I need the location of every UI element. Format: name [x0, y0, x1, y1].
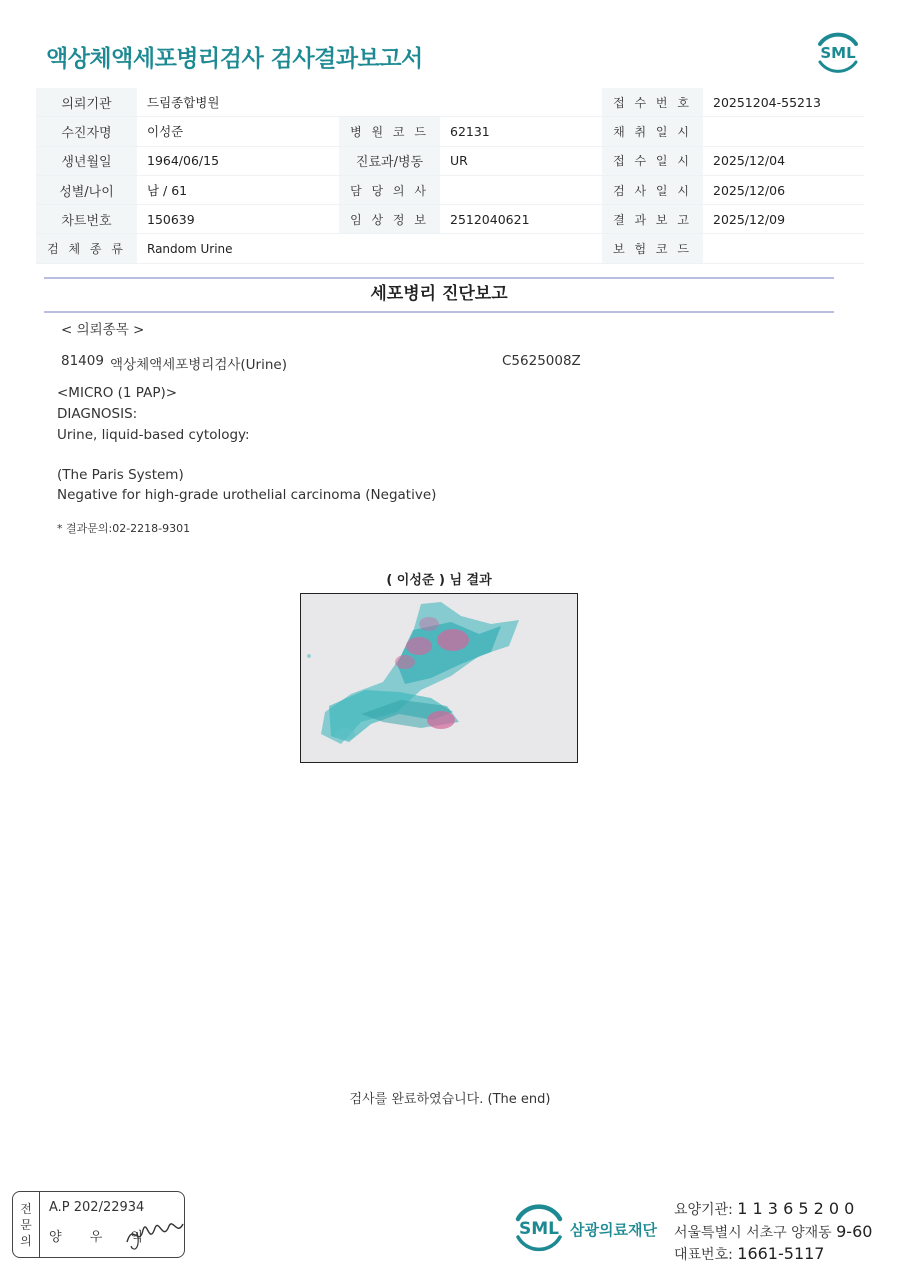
phone-number: 1661-5117 — [737, 1244, 825, 1263]
sml-logo — [812, 28, 864, 76]
info-value: 드림종합병원 — [137, 88, 602, 117]
stamp-side-char: 문 — [20, 1217, 32, 1232]
info-value: 2025/12/06 — [703, 175, 864, 204]
test-code: 81409 — [61, 353, 104, 369]
info-label: 생년월일 — [36, 146, 137, 175]
stamp-name: 양 우 익 — [49, 1230, 155, 1245]
info-value: UR — [440, 146, 602, 175]
info-label: 차트번호 — [36, 205, 137, 234]
info-label: 병 원 코 드 — [339, 117, 440, 146]
sml-footer-logo — [510, 1199, 568, 1255]
info-row — [36, 175, 864, 204]
insurance-code: C5625008Z — [502, 353, 581, 369]
info-label: 의뢰기관 — [36, 88, 137, 117]
micro-line: <MICRO (1 PAP)> — [57, 385, 178, 401]
request-heading: < 의뢰종목 > — [61, 322, 145, 338]
info-label: 결 과 보 고 — [602, 205, 703, 234]
info-label: 수진자명 — [36, 117, 137, 146]
signature-mark — [123, 1212, 187, 1252]
care-label: 요양기관: — [674, 1202, 738, 1218]
address-number: 9-60 — [836, 1222, 873, 1241]
info-row — [36, 146, 864, 175]
stamp-license: A.P 202/22934 — [49, 1200, 145, 1215]
inquiry-line: * 결과문의:02-2218-9301 — [57, 522, 191, 535]
care-institution-line — [674, 1199, 854, 1219]
info-label: 담 당 의 사 — [339, 175, 440, 204]
organization-name: 삼광의료재단 — [570, 1221, 657, 1239]
info-value: 150639 — [137, 205, 339, 234]
stamp-side-char: 의 — [20, 1233, 32, 1248]
info-value — [703, 117, 864, 146]
info-row — [36, 205, 864, 234]
image-caption: ( 이성준 ) 님 결과 — [386, 573, 492, 588]
diagnosis-label: DIAGNOSIS: — [57, 406, 138, 422]
info-value: 2512040621 — [440, 205, 602, 234]
address-label: 서울특별시 서초구 양재동 — [674, 1225, 837, 1241]
info-label: 임 상 정 보 — [339, 205, 440, 234]
report-title: 액상체액세포병리검사 검사결과보고서 — [46, 46, 423, 72]
info-label: 채 취 일 시 — [602, 117, 703, 146]
stamp-side-label — [13, 1192, 40, 1257]
end-text: 검사를 완료하였습니다. (The end) — [349, 1092, 551, 1107]
phone-label: 대표번호: — [674, 1247, 738, 1263]
info-value: 이성준 — [137, 117, 339, 146]
phone-line — [674, 1244, 824, 1264]
info-label: 접 수 번 호 — [602, 88, 703, 117]
patient-info-table — [36, 88, 864, 264]
info-label: 검 사 일 시 — [602, 175, 703, 204]
info-value: 62131 — [440, 117, 602, 146]
info-value — [440, 175, 602, 204]
footer-logo-text: SML — [519, 1219, 559, 1239]
info-label: 접 수 일 시 — [602, 146, 703, 175]
info-row — [36, 117, 864, 146]
stamp-side-char: 전 — [20, 1201, 32, 1216]
cytology-image — [300, 593, 578, 763]
info-row — [36, 88, 864, 117]
result-line: Negative for high-grade urothelial carcinoma (Negative) — [57, 487, 437, 503]
test-name: 액상체액세포병리검사(Urine) — [110, 357, 287, 373]
info-label: 성별/나이 — [36, 175, 137, 204]
system-line: (The Paris System) — [57, 467, 184, 483]
info-value: 1964/06/15 — [137, 146, 339, 175]
cell-cluster-illustration — [301, 594, 577, 762]
info-row — [36, 234, 864, 263]
section-title: 세포병리 진단보고 — [44, 277, 834, 313]
info-label: 진료과/병동 — [339, 146, 440, 175]
info-label: 검 체 종 류 — [36, 234, 137, 263]
info-label: 보 험 코 드 — [602, 234, 703, 263]
info-value: 2025/12/04 — [703, 146, 864, 175]
care-number: 1 1 3 6 5 2 0 0 — [737, 1199, 855, 1218]
logo-text: SML — [820, 44, 856, 62]
info-value — [703, 234, 864, 263]
specimen-line: Urine, liquid-based cytology: — [57, 427, 250, 443]
address-line — [674, 1222, 872, 1242]
info-value: Random Urine — [137, 234, 602, 263]
info-value: 남 / 61 — [137, 175, 339, 204]
pathologist-stamp — [12, 1191, 185, 1258]
info-value: 2025/12/09 — [703, 205, 864, 234]
info-value: 20251204-55213 — [703, 88, 864, 117]
